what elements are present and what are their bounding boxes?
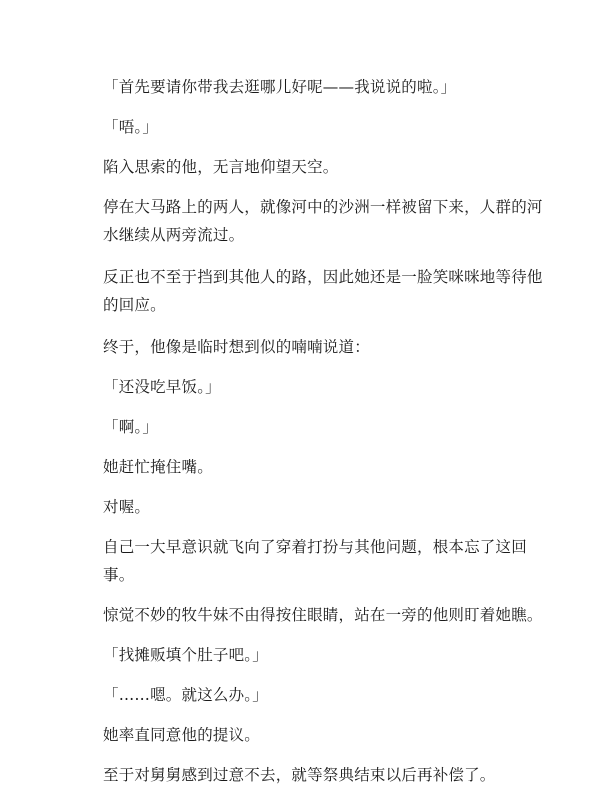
paragraph: 「还没吃早饭。」: [103, 378, 221, 396]
paragraph: 自己一大早意识就飞向了穿着打扮与其他问题，根本忘了这回事。: [103, 538, 527, 584]
paragraph: 「……嗯。就这么办。」: [103, 686, 268, 704]
paragraph: 终于，他像是临时想到似的喃喃说道：: [103, 338, 370, 356]
paragraph: 至于对舅舅感到过意不去，就等祭典结束以后再补偿了。: [103, 766, 496, 784]
paragraph: 停在大马路上的两人，就像河中的沙洲一样被留下来，人群的河水继续从两旁流过。: [103, 198, 543, 244]
paragraph: 惊觉不妙的牧牛妹不由得按住眼睛，站在一旁的他则盯着她瞧。: [103, 606, 543, 624]
paragraph: 反正也不至于挡到其他人的路，因此她还是一脸笑咪咪地等待他的回应。: [103, 268, 543, 314]
paragraph: 「首先要请你带我去逛哪儿好呢——我说说的啦。」: [103, 78, 457, 96]
paragraph: 「啊。」: [103, 418, 159, 436]
paragraph: 她率直同意他的提议。: [103, 726, 261, 744]
paragraph: 她赶忙掩住嘴。: [103, 458, 213, 476]
paragraph: 对喔。: [103, 498, 151, 516]
paragraph: 陷入思索的他，无言地仰望天空。: [103, 158, 339, 176]
paragraph: 「唔。」: [103, 118, 159, 136]
document-body: [103, 73, 543, 801]
paragraph: 「找摊贩填个肚子吧。」: [103, 646, 268, 664]
